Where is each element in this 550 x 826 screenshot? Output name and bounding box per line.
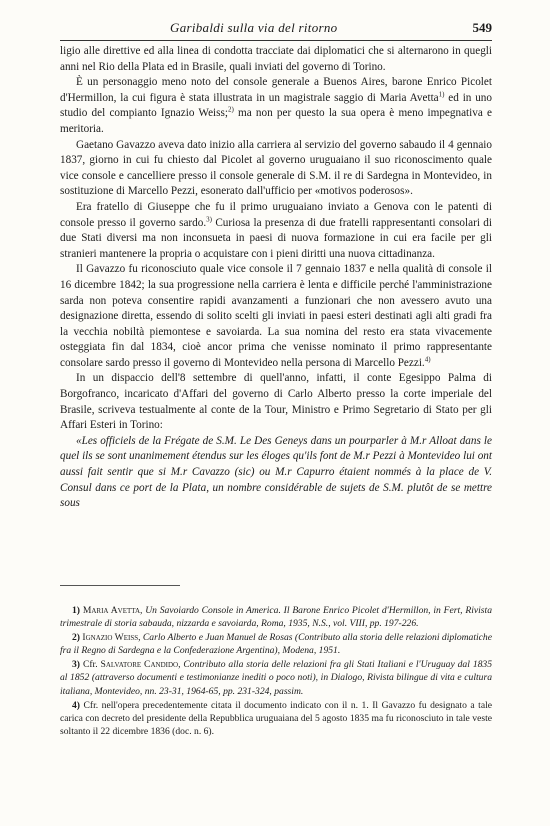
quotation: «Les officiels de la Frégate de S.M. Le Des Geneys dans un pourparler à M.r Alloat dans le quel ils se sont unanimement étendus sur les éloges qu'ils font de M.r Pezzi à Montevideo lui ont aussi fait sentir que si M.r Cavazzo (sic) ou M.r Capurro étaient nommés à la place de V. Consul dans ce port de la Plata, un nombre considérable de sujets de S.M. plutôt de se mettre sous (60, 434, 492, 510)
footnote-ref[interactable]: 1) (438, 90, 445, 99)
footnote: 4) Cfr. nell'opera precedentemente citata il documento indicato con il n. 1. Il Gavazzo fu designato a tale carica con decreto del presidente della Repubblica uruguaiana del 5 agosto 1835 ma fu riconosciuto in tale veste soltanto il 22 dicembre 1836 (doc. n. 6). (60, 699, 492, 737)
paragraph: Era fratello di Giuseppe che fu il primo uruguaiano inviato a Genova con le patenti di console presso il governo sardo.$^{3)}$ Curiosa la presenza di due fratelli rappresentanti consolari di due Stati diversi ma non inconsueta in paesi di nuova formazione in cui era facile per gli stranieri mantenere la propria o acquistare con i pieni diritti una nuova cittadinanza. (60, 200, 492, 260)
footnote: 2) Ignazio Weiss, Carlo Alberto e Juan Manuel de Rosas (Contributo alla storia delle relazioni diplomatiche fra il Regno di Sardegna e la Confederazione Argentina), Modena, 1951. (60, 632, 492, 657)
header-rule (60, 40, 492, 41)
running-header (60, 20, 492, 38)
footnote-rule (60, 585, 180, 586)
main-text (60, 44, 492, 512)
running-title: Garibaldi sulla via del ritorno (170, 20, 338, 35)
footnotes (60, 604, 492, 739)
footnote-ref[interactable]: 2) (227, 105, 234, 114)
footnote: 1) Maria Avetta, Un Savoiardo Console in America. Il Barone Enrico Picolet d'Hermillon, in Fert, Rivista trimestrale di storia sabauda, nizzarda e savoiarda, Roma, 1935, N.S., vol. VIII, pp. 197-226. (60, 605, 492, 630)
paragraph: Il Gavazzo fu riconosciuto quale vice console il 7 gennaio 1837 e nella qualità di console il 16 dicembre 1842; la sua progressione nella carriera è lenta e difficile perché l'amministrazione sarda non poteva consentire rapidi avanzamenti a funzionari che non avessero avuto una designazione diretta, essendo di solito scelti gli inviati in paesi esteri destinati agli alti gradi fra la vecchia nobiltà piemontese e savoiarda. La sua nomina del resto era stata vivacemente osteggiata fin dal 1834, cioè ancor prima che venisse nominato il primo rappresentante consolare sardo presso il governo di Montevideo nella persona di Marcello Pezzi.$^{4)}$ (60, 263, 492, 369)
footnote: 3) Cfr. Salvatore Candido, Contributo alla storia delle relazioni fra gli Stati Italiani e l'Uruguay dal 1835 al 1852 (attraverso documenti e testimonianze inediti o poco noti), in Dialogo, Rivista bilingue di vita e cultura italiana, Montevideo, nn. 23-31, 1964-65, pp. 231-324, passim. (60, 659, 493, 697)
paragraph: È un personaggio meno noto del console generale a Buenos Aires, barone Enrico Picolet d'Hermillon, la cui figura è stata illustrata in un magistrale saggio di Maria Avetta$^{1)}$ ed in uno studio del compianto Ignazio Weiss;$^{2)}$ ma non per questo la sua opera è meno impegnativa e meritoria. (60, 76, 493, 135)
paragraph: In un dispaccio dell'8 settembre di quell'anno, infatti, il conte Egesippo Palma di Borgofranco, incaricato d'Affari del governo di Carlo Alberto presso la corte imperiale del Brasile, scriveva testualmente al conte de la Tour, Ministro e Primo Segretario di Stato per gli Affari Esteri in Torino: (60, 372, 492, 432)
paragraph: Gaetano Gavazzo aveva dato inizio alla carriera al servizio del governo sabaudo il 4 gennaio 1837, giorno in cui fu chiesto dal Picolet al governo uruguaiano il suo riconoscimento quale vice console e cancelliere presso il console generale di S.M. il re di Sardegna in Montevideo, in sostituzione di Marcello Pezzi, esonerato dall'ufficio per «motivos poderosos». (60, 138, 492, 198)
page-number: 549 (472, 20, 492, 35)
footnote-ref[interactable]: 3) (206, 214, 212, 223)
paragraph-continued: ligio alle direttive ed alla linea di condotta tracciate dai diplomatici che si alternarono in quegli anni nel Rio della Plata ed in Brasile, quali inviati del governo di Torino. (60, 45, 492, 73)
footnote-ref[interactable]: 4) (424, 355, 431, 364)
